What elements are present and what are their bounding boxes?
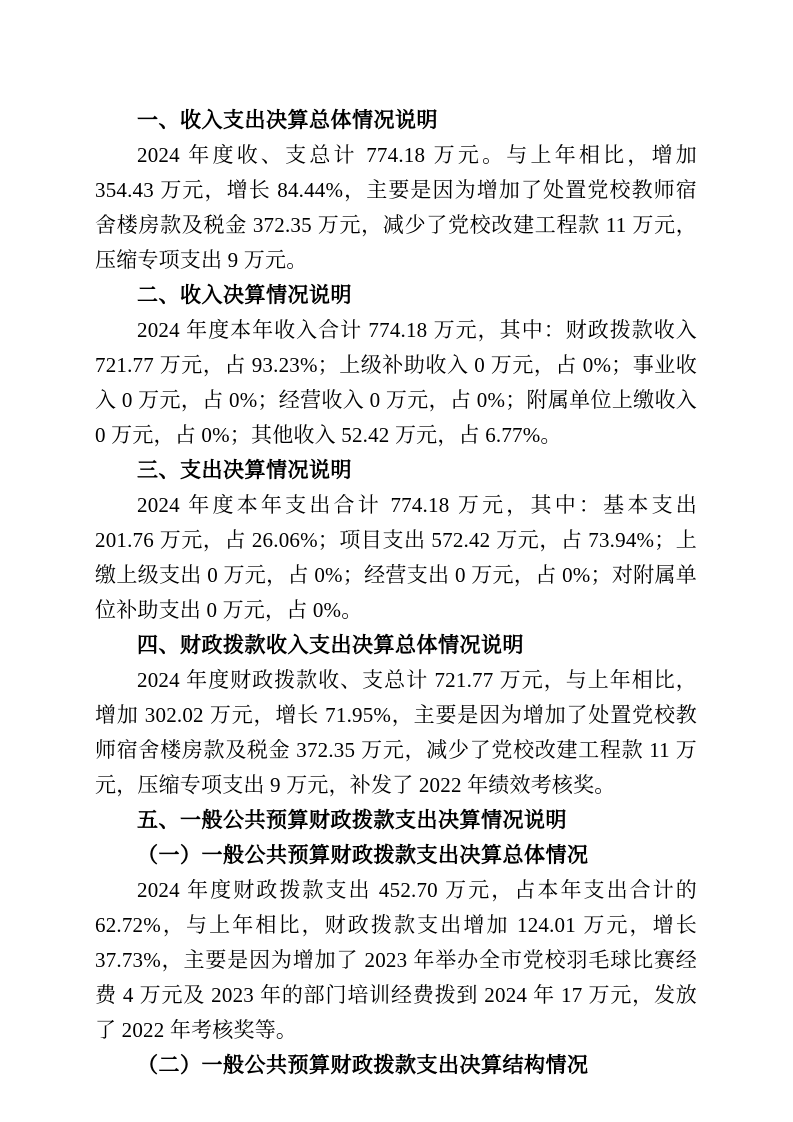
- section-fiscal-appropriation-overview: [95, 628, 697, 803]
- section-4-paragraph: 2024 年度财政拨款收、支总计 721.77 万元，与上年相比，增加 302.02 万元，增长 71.95%，主要是因为增加了处置党校教师宿舍楼房款及税金 372.35 万元，减少了党校改建工程款 11 万元，压缩专项支出 9 万元，补发了 2022 年绩效考核奖。: [95, 668, 697, 797]
- section-income-final-accounts: [95, 278, 697, 453]
- section-5-heading: 五、一般公共预算财政拨款支出决算情况说明: [137, 809, 567, 832]
- section-expense-final-accounts: [95, 453, 697, 628]
- section-1-heading: 一、收入支出决算总体情况说明: [137, 109, 438, 132]
- section-income-expense-overview: [95, 103, 697, 278]
- section-2-heading: 二、收入决算情况说明: [137, 284, 352, 307]
- section-5-sub-1-heading: （一）一般公共预算财政拨款支出决算总体情况: [137, 844, 589, 867]
- section-5-sub-2-heading: （二）一般公共预算财政拨款支出决算结构情况: [137, 1054, 589, 1077]
- section-3-paragraph: 2024 年度本年支出合计 774.18 万元，其中：基本支出 201.76 万元，占 26.06%；项目支出 572.42 万元，占 73.94%；上缴上级支出 0 万元，占 0%；经营支出 0 万元，占 0%；对附属单位补助支出 0 万元，占 0%。: [95, 493, 697, 622]
- section-5-sub-1-paragraph: 2024 年度财政拨款支出 452.70 万元，占本年支出合计的 62.72%，与上年相比，财政拨款支出增加 124.01 万元，增长 37.73%，主要是因为增加了 2023 年举办全市党校羽毛球比赛经费 4 万元及 2023 年的部门培训经费拨到 2024 年 17 万元，发放了 2022 年考核奖等。: [95, 878, 697, 1042]
- subsection-structure-situation: [95, 1048, 697, 1083]
- subsection-overall-situation: [95, 838, 697, 1048]
- section-2-paragraph: 2024 年度本年收入合计 774.18 万元，其中：财政拨款收入 721.77 万元，占 93.23%；上级补助收入 0 万元，占 0%；事业收入 0 万元，占 0%；经营收入 0 万元，占 0%；附属单位上缴收入 0 万元，占 0%；其他收入 52.42 万元，占 6.77%。: [95, 318, 697, 447]
- section-4-heading: 四、财政拨款收入支出决算总体情况说明: [137, 634, 524, 657]
- section-3-heading: 三、支出决算情况说明: [137, 459, 352, 482]
- section-general-public-budget-expense: [95, 803, 697, 1083]
- section-1-paragraph: 2024 年度收、支总计 774.18 万元。与上年相比，增加 354.43 万元，增长 84.44%，主要是因为增加了处置党校教师宿舍楼房款及税金 372.35 万元，减少了党校改建工程款 11 万元，压缩专项支出 9 万元。: [95, 143, 697, 272]
